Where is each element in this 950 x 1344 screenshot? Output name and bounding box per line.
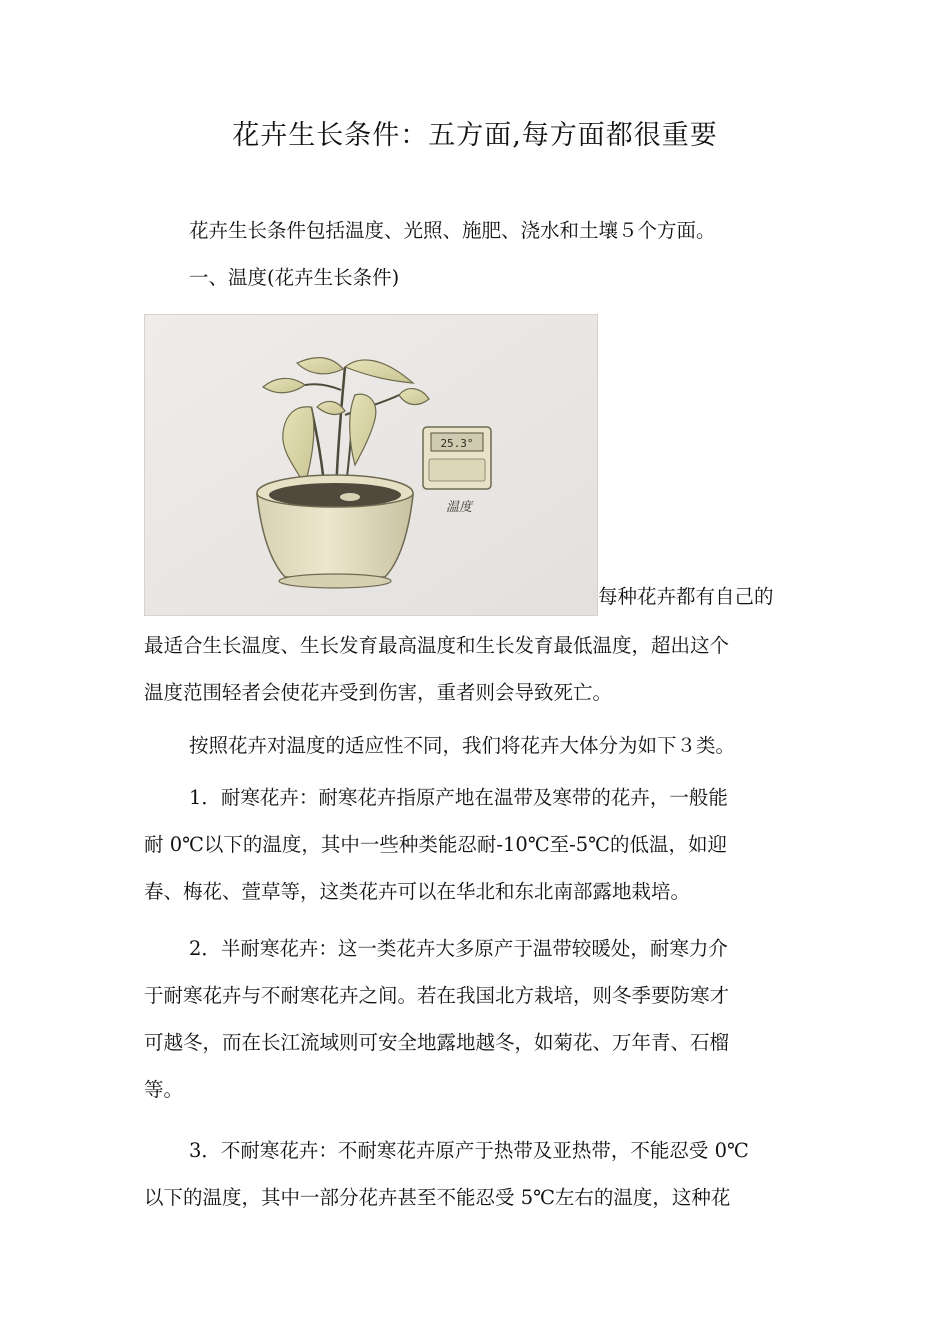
item-semi-hardy <box>144 925 809 1113</box>
intro-paragraph: 花卉生长条件包括温度、光照、施肥、浇水和土壤５个方面。 <box>189 219 716 242</box>
item-tender <box>144 1127 809 1221</box>
figure-row <box>144 314 809 616</box>
text-line: 于耐寒花卉与不耐寒花卉之间。若在我国北方栽培，则冬季要防寒才 <box>144 984 730 1007</box>
item-cold-hardy <box>144 774 809 915</box>
text-line: 最适合生长温度、生长发育最高温度和生长发育最低温度，超出这个 <box>144 634 730 657</box>
text-line: 3．不耐寒花卉：不耐寒花卉原产于热带及亚热带，不能忍受 0℃ <box>189 1139 749 1162</box>
thermometer-reading: 25.3° <box>440 437 474 450</box>
text-line: 1．耐寒花卉：耐寒花卉指原产地在温带及寒带的花卉，一般能 <box>189 786 728 809</box>
text-line: 等。 <box>144 1078 184 1101</box>
potted-plant-thermometer-illustration <box>144 314 598 616</box>
plant-pot-icon <box>145 315 597 615</box>
temperature-paragraph-continued <box>144 622 809 716</box>
text-line: 2．半耐寒花卉：这一类花卉大多原产于温带较暖处，耐寒力介 <box>189 937 728 960</box>
text-line: 温度范围轻者会使花卉受到伤害，重者则会导致死亡。 <box>144 681 613 704</box>
text-line: 以下的温度，其中一部分花卉甚至不能忍受 5℃左右的温度，这种花 <box>144 1186 731 1209</box>
classes-paragraph: 按照花卉对温度的适应性不同，我们将花卉大体分为如下３类。 <box>189 734 736 757</box>
text-line: 可越冬，而在长江流域则可安全地露地越冬，如菊花、万年青、石榴 <box>144 1031 730 1054</box>
text-line: 耐 0℃以下的温度，其中一些种类能忍耐-10℃至-5℃的低温，如迎 <box>144 833 727 856</box>
document-title: 花卉生长条件：五方面,每方面都很重要 <box>232 120 718 151</box>
temperature-paragraph-line-1: 每种花卉都有自己的 <box>598 585 774 608</box>
handwritten-label: 温度 <box>445 500 473 515</box>
text-line: 春、梅花、萱草等，这类花卉可以在华北和东北南部露地栽培。 <box>144 880 691 903</box>
section-heading-temperature: 一、温度(花卉生长条件) <box>189 266 400 289</box>
